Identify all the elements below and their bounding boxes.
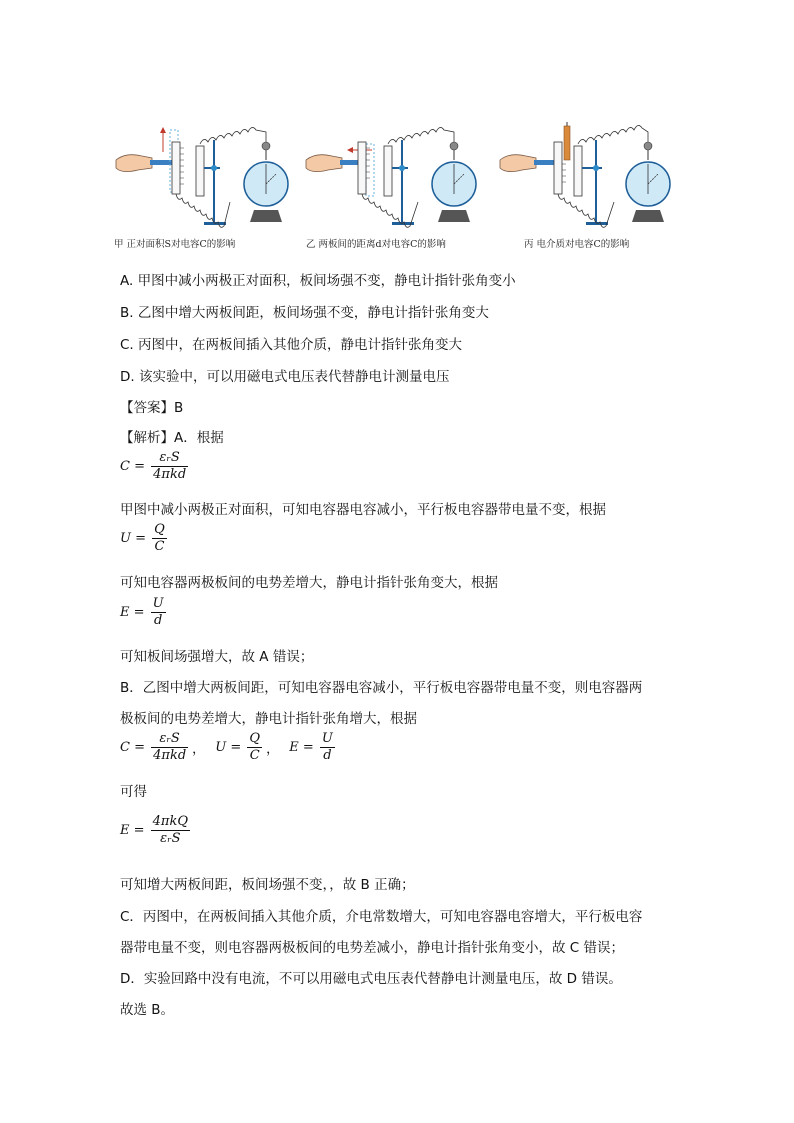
- formula-numerator: 4πkQ: [152, 814, 189, 829]
- dielectric-experiment-illustration: [496, 122, 682, 237]
- caption-panel-c: 丙 电介质对电容C的影响: [524, 239, 630, 250]
- formula-lhs: U =: [120, 531, 146, 546]
- option-c: C. 丙图中，在两板间插入其他介质，静电计指针张角变大: [120, 337, 463, 353]
- analysis-text-b2: 极板间的电势差增大，静电计指针张角增大，根据: [120, 711, 417, 727]
- formula-numerator: εᵣS: [151, 731, 188, 748]
- formula-denominator: C: [154, 539, 165, 554]
- formula-denominator: εᵣS: [160, 831, 181, 846]
- final-choice: 故选 B。: [120, 1002, 175, 1018]
- formula-lhs: E =: [120, 605, 145, 620]
- formula-lhs: E =: [120, 823, 145, 838]
- option-d: D. 该实验中，可以用磁电式电压表代替静电计测量电压: [120, 369, 450, 385]
- formula-denominator: C: [249, 748, 260, 763]
- analysis-text-c1: C．丙图中，在两板间插入其他介质，介电常数增大，可知电容器电容增大，平行板电容: [120, 909, 643, 925]
- caption-panel-a: 甲 正对面积S对电容C的影响: [114, 239, 236, 250]
- panel-dielectric-experiment: [496, 122, 682, 252]
- option-a: A. 甲图中减小两极正对面积，板间场强不变，静电计指针张角变小: [120, 273, 516, 289]
- analysis-text-d1: D．实验回路中没有电流，不可以用磁电式电压表代替静电计测量电压，故 D 错误。: [120, 971, 622, 987]
- formula-lhs: C =: [120, 740, 145, 755]
- panel-distance-experiment: [302, 122, 488, 252]
- formula-voltage: [120, 522, 169, 555]
- capacitor-experiment-figure: [112, 122, 682, 252]
- answer-line: 【答案】B: [120, 400, 184, 416]
- analysis-intro: 【解析】A．根据: [120, 430, 224, 446]
- analysis-text-b4: 可知增大两板间距，板间场强不变，，故 B 正确；: [120, 877, 415, 893]
- formula-capacitance: [120, 450, 190, 483]
- formula-field: [120, 596, 168, 629]
- option-b: B. 乙图中增大两板间距，板间场强不变，静电计指针张角变大: [120, 305, 489, 321]
- formula-lhs: E =: [289, 740, 314, 755]
- formula-denominator: d: [323, 748, 332, 763]
- distance-experiment-illustration: [302, 122, 488, 237]
- formula-denominator: d: [153, 613, 163, 628]
- area-experiment-illustration: [112, 122, 298, 237]
- panel-area-experiment: [112, 122, 298, 252]
- caption-panel-b: 乙 两板间的距离d对电容C的影响: [306, 239, 446, 250]
- analysis-text-a3: 可知板间场强增大，故 A 错误；: [120, 649, 314, 665]
- analysis-text-b3: 可得: [120, 784, 147, 800]
- formula-numerator: U: [152, 596, 164, 611]
- formula-group: [120, 731, 337, 764]
- analysis-text-b1: B．乙图中增大两板间距，可知电容器电容减小，平行板电容器带电量不变，则电容器两: [120, 680, 643, 696]
- formula-lhs: U =: [215, 740, 242, 755]
- formula-numerator: Q: [249, 731, 261, 746]
- analysis-text-c2: 器带电量不变，则电容器两极板间的电势差减小，静电计指针张角变小，故 C 错误；: [120, 940, 625, 956]
- formula-lhs: C =: [120, 459, 145, 474]
- formula-numerator: εᵣS: [151, 450, 188, 467]
- formula-numerator: U: [321, 731, 333, 746]
- formula-denominator: 4πkd: [153, 748, 187, 763]
- formula-separator: ，: [266, 742, 280, 757]
- formula-numerator: Q: [154, 522, 165, 537]
- analysis-text-a1: 甲图中减小两极正对面积，可知电容器电容减小，平行板电容器带电量不变，根据: [120, 502, 606, 518]
- analysis-text-a2: 可知电容器两极板间的电势差增大，静电计指针张角变大，根据: [120, 575, 498, 591]
- formula-field-result: [120, 814, 192, 847]
- formula-separator: ，: [192, 742, 206, 757]
- formula-denominator: 4πkd: [153, 467, 187, 482]
